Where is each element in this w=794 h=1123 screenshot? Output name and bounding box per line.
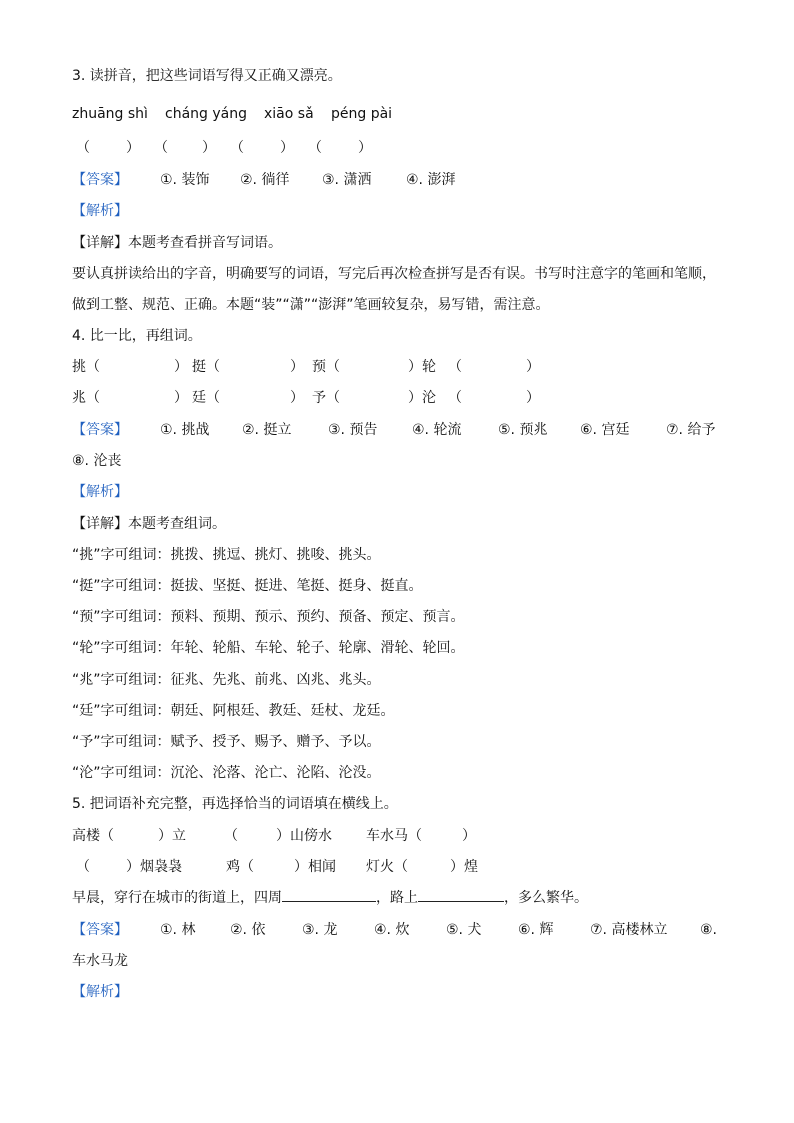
- char-cell: 廷（: [192, 390, 220, 406]
- analysis-tag: 【解析】: [72, 984, 128, 1000]
- word-list-item: “预”字可组词：预料、预期、预示、预约、预备、预定、预言。: [72, 609, 465, 625]
- pinyin-2: cháng yáng: [165, 106, 247, 122]
- answer-tag: 【答案】: [72, 922, 128, 938]
- word-list-item: “轮”字可组词：年轮、轮船、车轮、轮子、轮廓、滑轮、轮回。: [72, 640, 465, 656]
- explain-line: 要认真拼读给出的字音，明确要写的词语，写完后再次检查拼写是否有误。书写时注意字的笔画和笔顺，: [72, 266, 716, 282]
- answer-item: ④. 澎湃: [406, 172, 456, 188]
- answer-item: ⑦. 给予: [666, 422, 716, 438]
- idiom-cell: ）相闻: [294, 859, 336, 875]
- char-cell: ）: [526, 359, 540, 375]
- char-cell: 预（: [312, 359, 340, 375]
- bracket-open: （: [76, 140, 90, 156]
- char-cell: ）轮: [408, 359, 436, 375]
- answer-item: ⑥. 宫廷: [580, 422, 630, 438]
- idiom-cell: 车水马（: [366, 828, 422, 844]
- char-cell: （: [448, 390, 462, 406]
- answer-item: ③. 预告: [328, 422, 378, 438]
- analysis-tag: 【解析】: [72, 484, 128, 500]
- idiom-cell: 高楼（: [72, 828, 114, 844]
- q3-title: 3. 读拼音，把这些词语写得又正确又漂亮。: [72, 68, 342, 84]
- char-cell: （: [448, 359, 462, 375]
- word-list-item: “予”字可组词：赋予、授予、赐予、赠予、予以。: [72, 734, 381, 750]
- char-cell: 兆（: [72, 390, 100, 406]
- word-list-item: “兆”字可组词：征兆、先兆、前兆、凶兆、兆头。: [72, 672, 381, 688]
- answer-tag: 【答案】: [72, 422, 128, 438]
- answer-item: ③. 龙: [302, 922, 338, 938]
- bracket-open: （: [230, 140, 244, 156]
- idiom-cell: ）立: [158, 828, 186, 844]
- q5-title: 5. 把词语补充完整，再选择恰当的词语填在横线上。: [72, 796, 398, 812]
- char-cell: 予（: [312, 390, 340, 406]
- answer-item: ①. 装饰: [160, 172, 210, 188]
- q3-answer-row: [72, 169, 492, 191]
- answer-item: ⑤. 犬: [446, 922, 482, 938]
- char-cell: ）: [290, 390, 304, 406]
- detail-heading: 【详解】本题考查组词。: [72, 516, 226, 532]
- answer-item: ⑧. 沦丧: [72, 453, 122, 469]
- sentence-part: ，路上: [376, 890, 418, 906]
- idiom-cell: 灯火（: [366, 859, 408, 875]
- answer-tag: 【答案】: [72, 172, 128, 188]
- idiom-cell: ）山傍水: [276, 828, 332, 844]
- bracket-open: （: [308, 140, 322, 156]
- answer-item: ②. 挺立: [242, 422, 292, 438]
- bracket-close: ）: [280, 140, 294, 156]
- answer-item: ②. 依: [230, 922, 266, 938]
- answer-item: ②. 徜徉: [240, 172, 290, 188]
- pinyin-1: zhuāng shì: [72, 106, 148, 122]
- answer-item: ①. 林: [160, 922, 196, 938]
- answer-item: ①. 挑战: [160, 422, 210, 438]
- char-cell: 挑（: [72, 359, 100, 375]
- q3-pinyin-row: [72, 103, 432, 125]
- answer-item: ⑧.: [700, 922, 718, 938]
- q4-row-2: [72, 387, 552, 409]
- char-cell: ）沦: [408, 390, 436, 406]
- idiom-cell: ）烟袅袅: [126, 859, 182, 875]
- q5-row-2: [72, 856, 492, 878]
- q5-row-1: [72, 825, 492, 847]
- bracket-close: ）: [358, 140, 372, 156]
- explain-line: 做到工整、规范、正确。本题“装”“潇”“澎湃”笔画较复杂，易写错，需注意。: [72, 297, 550, 313]
- bracket-open: （: [154, 140, 168, 156]
- q3-bracket-row: [72, 137, 392, 159]
- word-list-item: “沦”字可组词：沉沦、沦落、沦亡、沦陷、沦没。: [72, 765, 381, 781]
- analysis-tag: 【解析】: [72, 203, 128, 219]
- word-list-item: “廷”字可组词：朝廷、阿根廷、教廷、廷杖、龙廷。: [72, 703, 395, 719]
- char-cell: ）: [174, 359, 188, 375]
- q5-answer-row: [72, 919, 724, 941]
- pinyin-3: xiāo sǎ: [264, 106, 314, 122]
- idiom-cell: 鸡（: [226, 859, 254, 875]
- bracket-close: ）: [126, 140, 140, 156]
- fill-blank-2[interactable]: [418, 887, 504, 902]
- sentence-part: ，多么繁华。: [504, 890, 588, 906]
- pinyin-4: péng pài: [331, 106, 393, 122]
- q4-answer-row: [72, 419, 732, 441]
- idiom-cell: （: [224, 828, 238, 844]
- sentence-part: 早晨，穿行在城市的街道上，四周: [72, 890, 282, 906]
- answer-item: ⑤. 预兆: [498, 422, 548, 438]
- q5-fill-sentence: [72, 887, 588, 909]
- word-list-item: “挑”字可组词：挑拨、挑逗、挑灯、挑唆、挑头。: [72, 547, 381, 563]
- fill-blank-1[interactable]: [282, 887, 376, 902]
- answer-item: 车水马龙: [72, 953, 128, 969]
- answer-item: ④. 轮流: [412, 422, 462, 438]
- char-cell: ）: [526, 390, 540, 406]
- answer-item: ④. 炊: [374, 922, 410, 938]
- bracket-close: ）: [202, 140, 216, 156]
- idiom-cell: ）: [462, 828, 476, 844]
- idiom-cell: （: [76, 859, 90, 875]
- q4-title: 4. 比一比，再组词。: [72, 328, 202, 344]
- char-cell: ）: [174, 390, 188, 406]
- answer-item: ③. 潇洒: [322, 172, 372, 188]
- word-list-item: “挺”字可组词：挺拔、坚挺、挺进、笔挺、挺身、挺直。: [72, 578, 423, 594]
- char-cell: ）: [290, 359, 304, 375]
- answer-item: ⑥. 辉: [518, 922, 554, 938]
- char-cell: 挺（: [192, 359, 220, 375]
- idiom-cell: ）煌: [450, 859, 478, 875]
- q4-row-1: [72, 356, 552, 378]
- answer-item: ⑦. 高楼林立: [590, 922, 668, 938]
- detail-heading: 【详解】本题考查看拼音写词语。: [72, 235, 282, 251]
